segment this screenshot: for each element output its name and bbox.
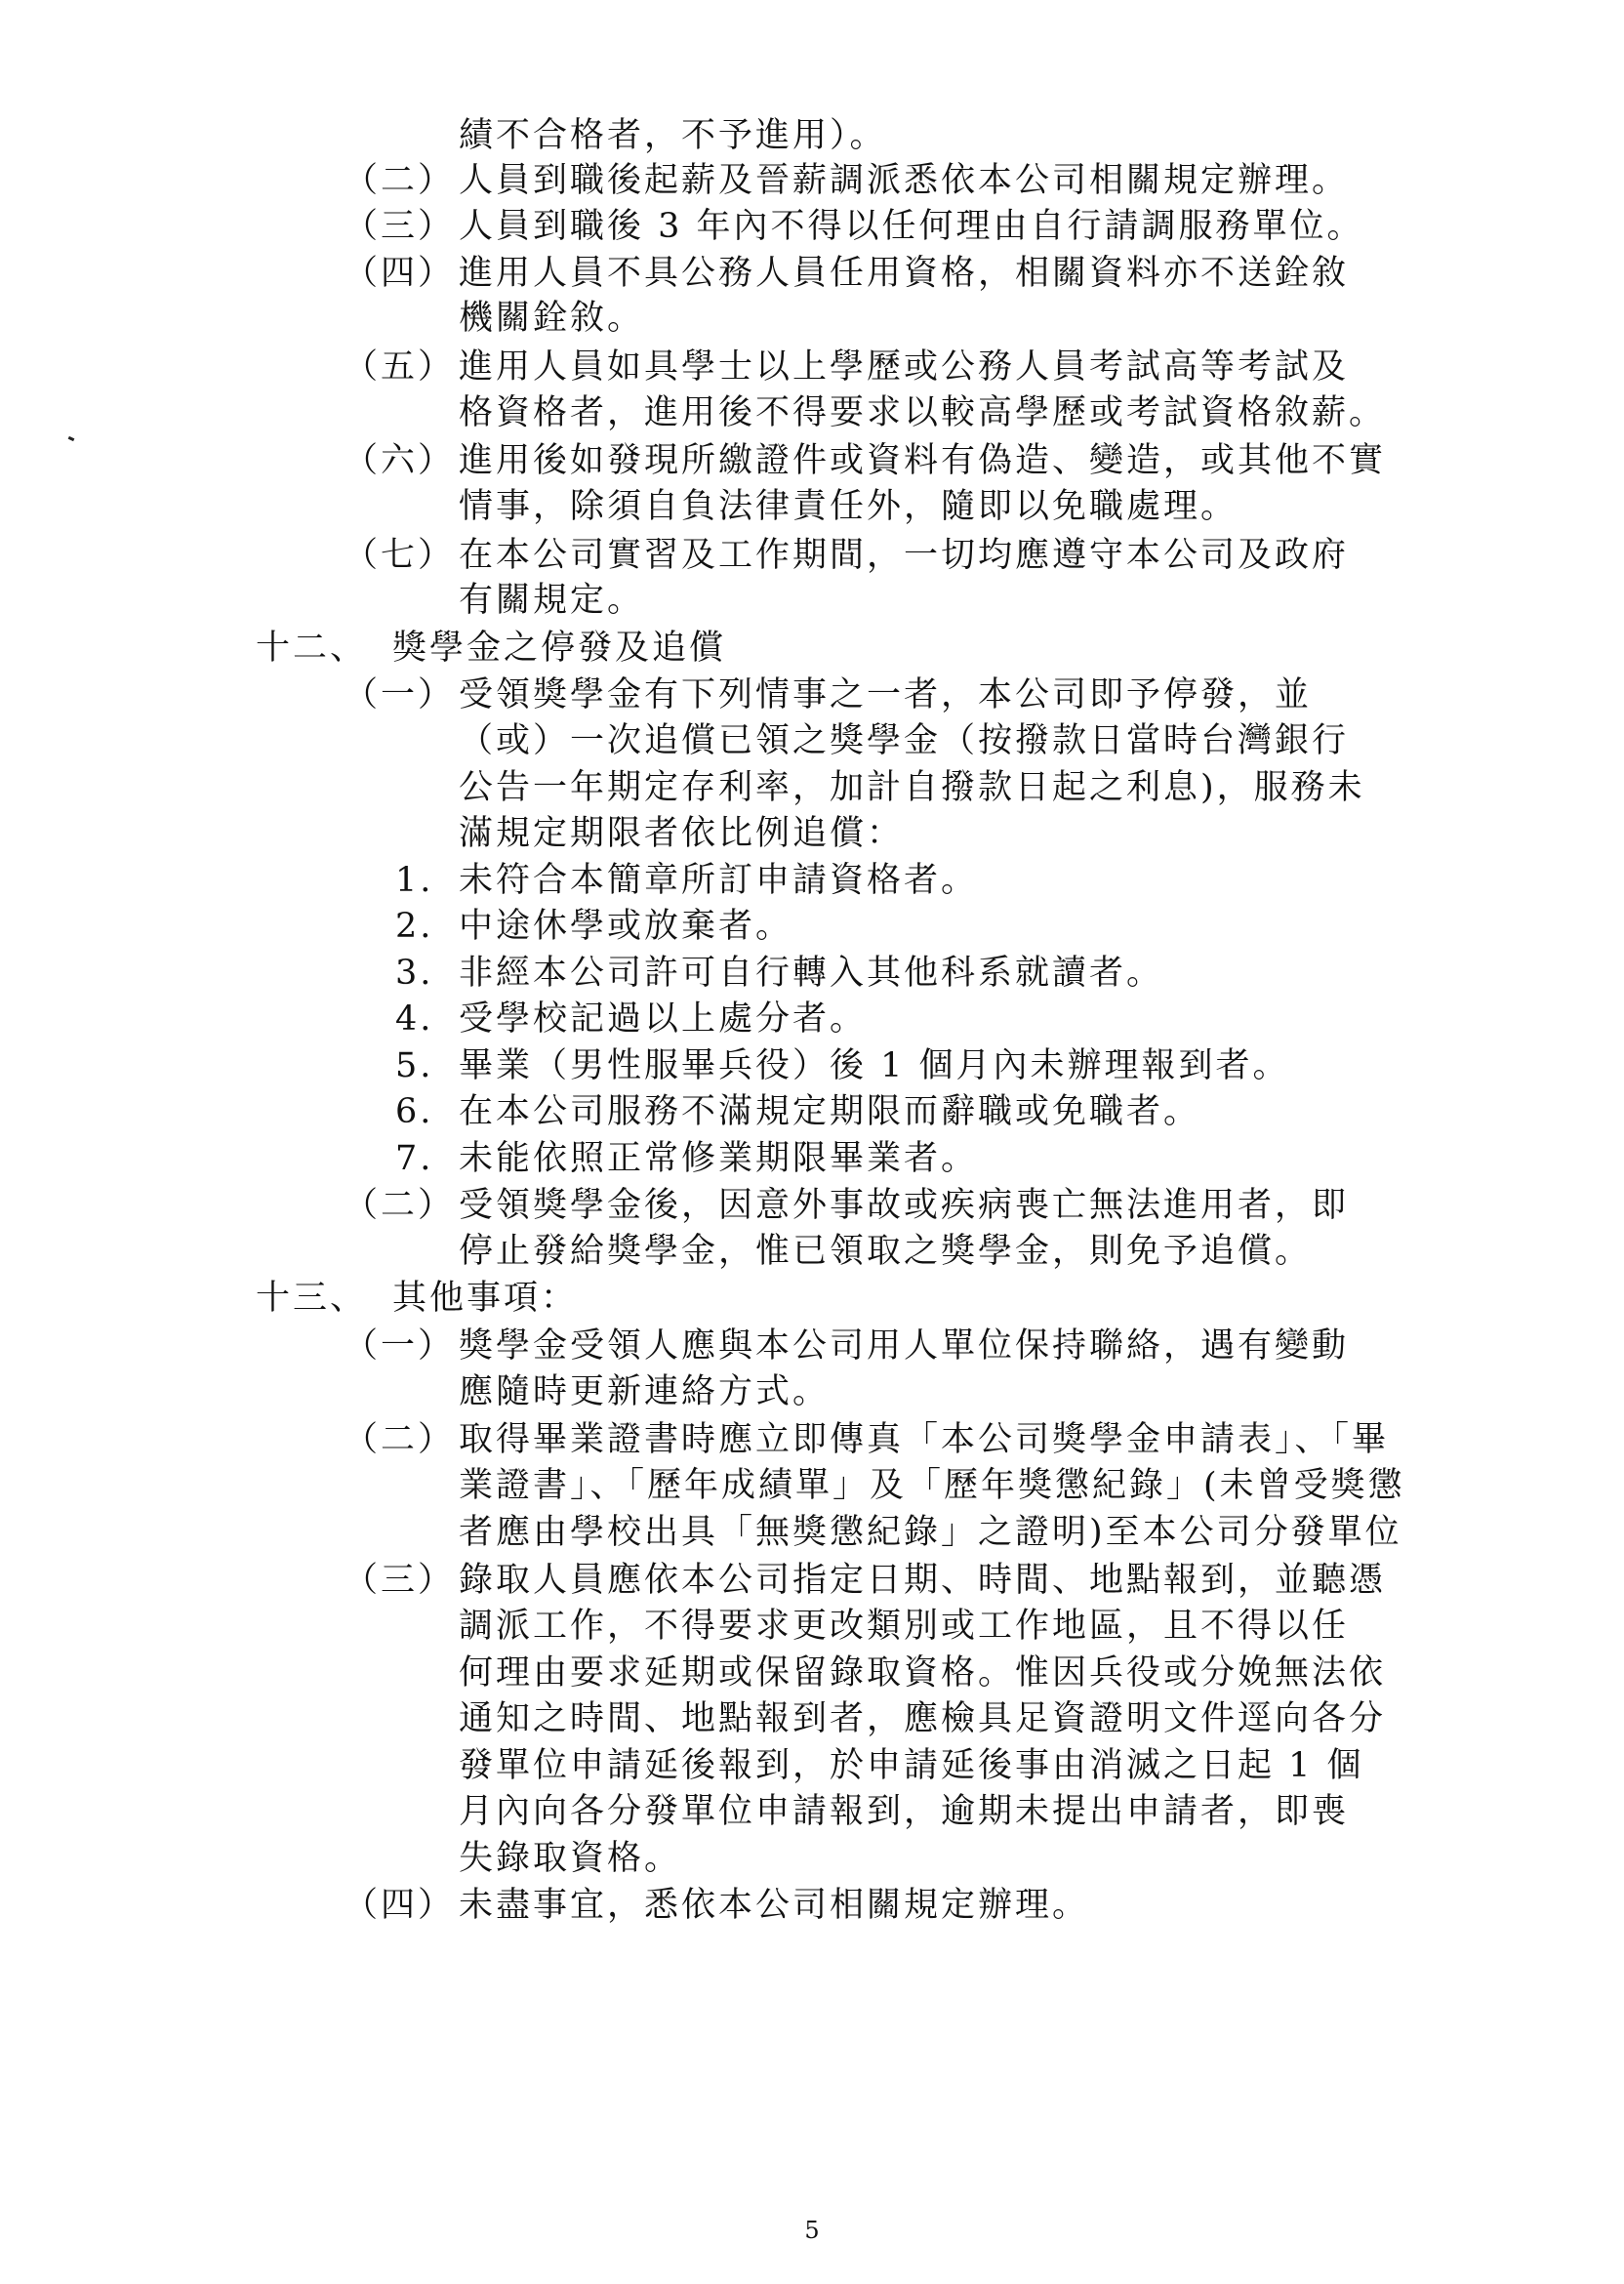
- text-line: （或）一次追償已領之獎學金（按撥款日當時台灣銀行: [459, 721, 1350, 760]
- text-line: 進用人員不具公務人員任用資格，相關資料亦不送銓敘: [459, 254, 1350, 293]
- list-number: 6.: [395, 1092, 434, 1131]
- text-line: 有關規定。: [459, 581, 645, 620]
- text-line: 格資格者，進用後不得要求以較高學歷或考試資格敘薪。: [459, 393, 1387, 432]
- text-line: 發單位申請延後報到，於申請延後事由消滅之日起 1 個: [459, 1746, 1364, 1785]
- list-item: 未能依照正常修業期限畢業者。: [459, 1139, 979, 1178]
- text-line: 滿規定期限者依比例追償：: [459, 814, 905, 853]
- text-line: 在本公司實習及工作期間，一切均應遵守本公司及政府: [459, 536, 1350, 575]
- item-marker: （四）: [344, 1886, 456, 1925]
- section-heading: 獎學金之停發及追償: [392, 629, 727, 668]
- item-marker: （四）: [344, 254, 456, 293]
- list-item: 中途休學或放棄者。: [459, 907, 793, 946]
- section-marker: 十三、: [256, 1279, 368, 1318]
- text-line: 者應由學校出具「無獎懲紀錄」之證明)至本公司分發單位: [459, 1513, 1402, 1552]
- list-item: 受學校記過以上處分者。: [459, 999, 868, 1039]
- text-line: 通知之時間、地點報到者，應檢具足資證明文件逕向各分: [459, 1699, 1387, 1738]
- text-line: 情事，除須自負法律責任外，隨即以免職處理。: [459, 487, 1238, 526]
- text-line: 取得畢業證書時應立即傳真「本公司獎學金申請表」、「畢: [459, 1420, 1390, 1459]
- item-marker: （二）: [344, 1186, 456, 1225]
- list-item: 在本公司服務不滿規定期限而辭職或免職者。: [459, 1092, 1201, 1131]
- text-line: 停止發給獎學金，惟已領取之獎學金，則免予追償。: [459, 1232, 1313, 1271]
- item-marker: （一）: [344, 675, 456, 714]
- text-line: 未盡事宜，悉依本公司相關規定辦理。: [459, 1886, 1090, 1925]
- list-number: 3.: [395, 954, 434, 993]
- section-marker: 十二、: [256, 629, 368, 668]
- list-item: 非經本公司許可自行轉入其他科系就讀者。: [459, 954, 1164, 993]
- item-marker: （七）: [344, 536, 456, 575]
- item-marker: （二）: [344, 1420, 456, 1459]
- item-marker: （三）: [344, 207, 456, 246]
- list-number: 1.: [395, 861, 434, 900]
- page-number: 5: [804, 2217, 820, 2244]
- list-number: 5.: [395, 1046, 434, 1085]
- list-item: 未符合本簡章所訂申請資格者。: [459, 861, 979, 900]
- text-line: 失錄取資格。: [459, 1839, 682, 1878]
- text-line: 調派工作，不得要求更改類別或工作地區，且不得以任: [459, 1607, 1350, 1646]
- stray-mark: [68, 436, 75, 441]
- text-line: 公告一年期定存利率，加計自撥款日起之利息)，服務未: [459, 768, 1365, 807]
- text-line: 獎學金受領人應與本公司用人單位保持聯絡，遇有變動: [459, 1326, 1350, 1366]
- text-line: 受領獎學金有下列情事之一者，本公司即予停發，並: [459, 675, 1313, 714]
- text-line: 進用人員如具學士以上學歷或公務人員考試高等考試及: [459, 347, 1350, 387]
- text-line: 應隨時更新連絡方式。: [459, 1372, 831, 1411]
- text-line: 受領獎學金後，因意外事故或疾病喪亡無法進用者，即: [459, 1186, 1350, 1225]
- text-line: 業證書」、「歷年成績單」及「歷年獎懲紀錄」(未曾受獎懲: [459, 1466, 1405, 1505]
- text-line: 月內向各分發單位申請報到，逾期未提出申請者，即喪: [459, 1792, 1350, 1831]
- text-line: 績不合格者，不予進用）。: [459, 116, 887, 155]
- text-line: 機關銓敘。: [459, 299, 645, 338]
- item-marker: （六）: [344, 441, 456, 480]
- text-line: 人員到職後起薪及晉薪調派悉依本公司相關規定辦理。: [459, 161, 1350, 200]
- text-line: 錄取人員應依本公司指定日期、時間、地點報到，並聽憑: [459, 1561, 1387, 1600]
- list-number: 4.: [395, 999, 434, 1039]
- text-line: 人員到職後 3 年內不得以任何理由自行請調服務單位。: [459, 207, 1364, 246]
- list-number: 2.: [395, 907, 434, 946]
- list-number: 7.: [395, 1139, 434, 1178]
- text-line: 何理由要求延期或保留錄取資格。惟因兵役或分娩無法依: [459, 1653, 1387, 1693]
- item-marker: （五）: [344, 347, 456, 387]
- item-marker: （二）: [344, 161, 456, 200]
- item-marker: （三）: [344, 1561, 456, 1600]
- text-line: 進用後如發現所繳證件或資料有偽造、變造，或其他不實: [459, 441, 1387, 480]
- item-marker: （一）: [344, 1326, 456, 1366]
- list-item: 畢業（男性服畢兵役）後 1 個月內未辦理報到者。: [459, 1046, 1290, 1085]
- section-heading: 其他事項：: [392, 1279, 579, 1318]
